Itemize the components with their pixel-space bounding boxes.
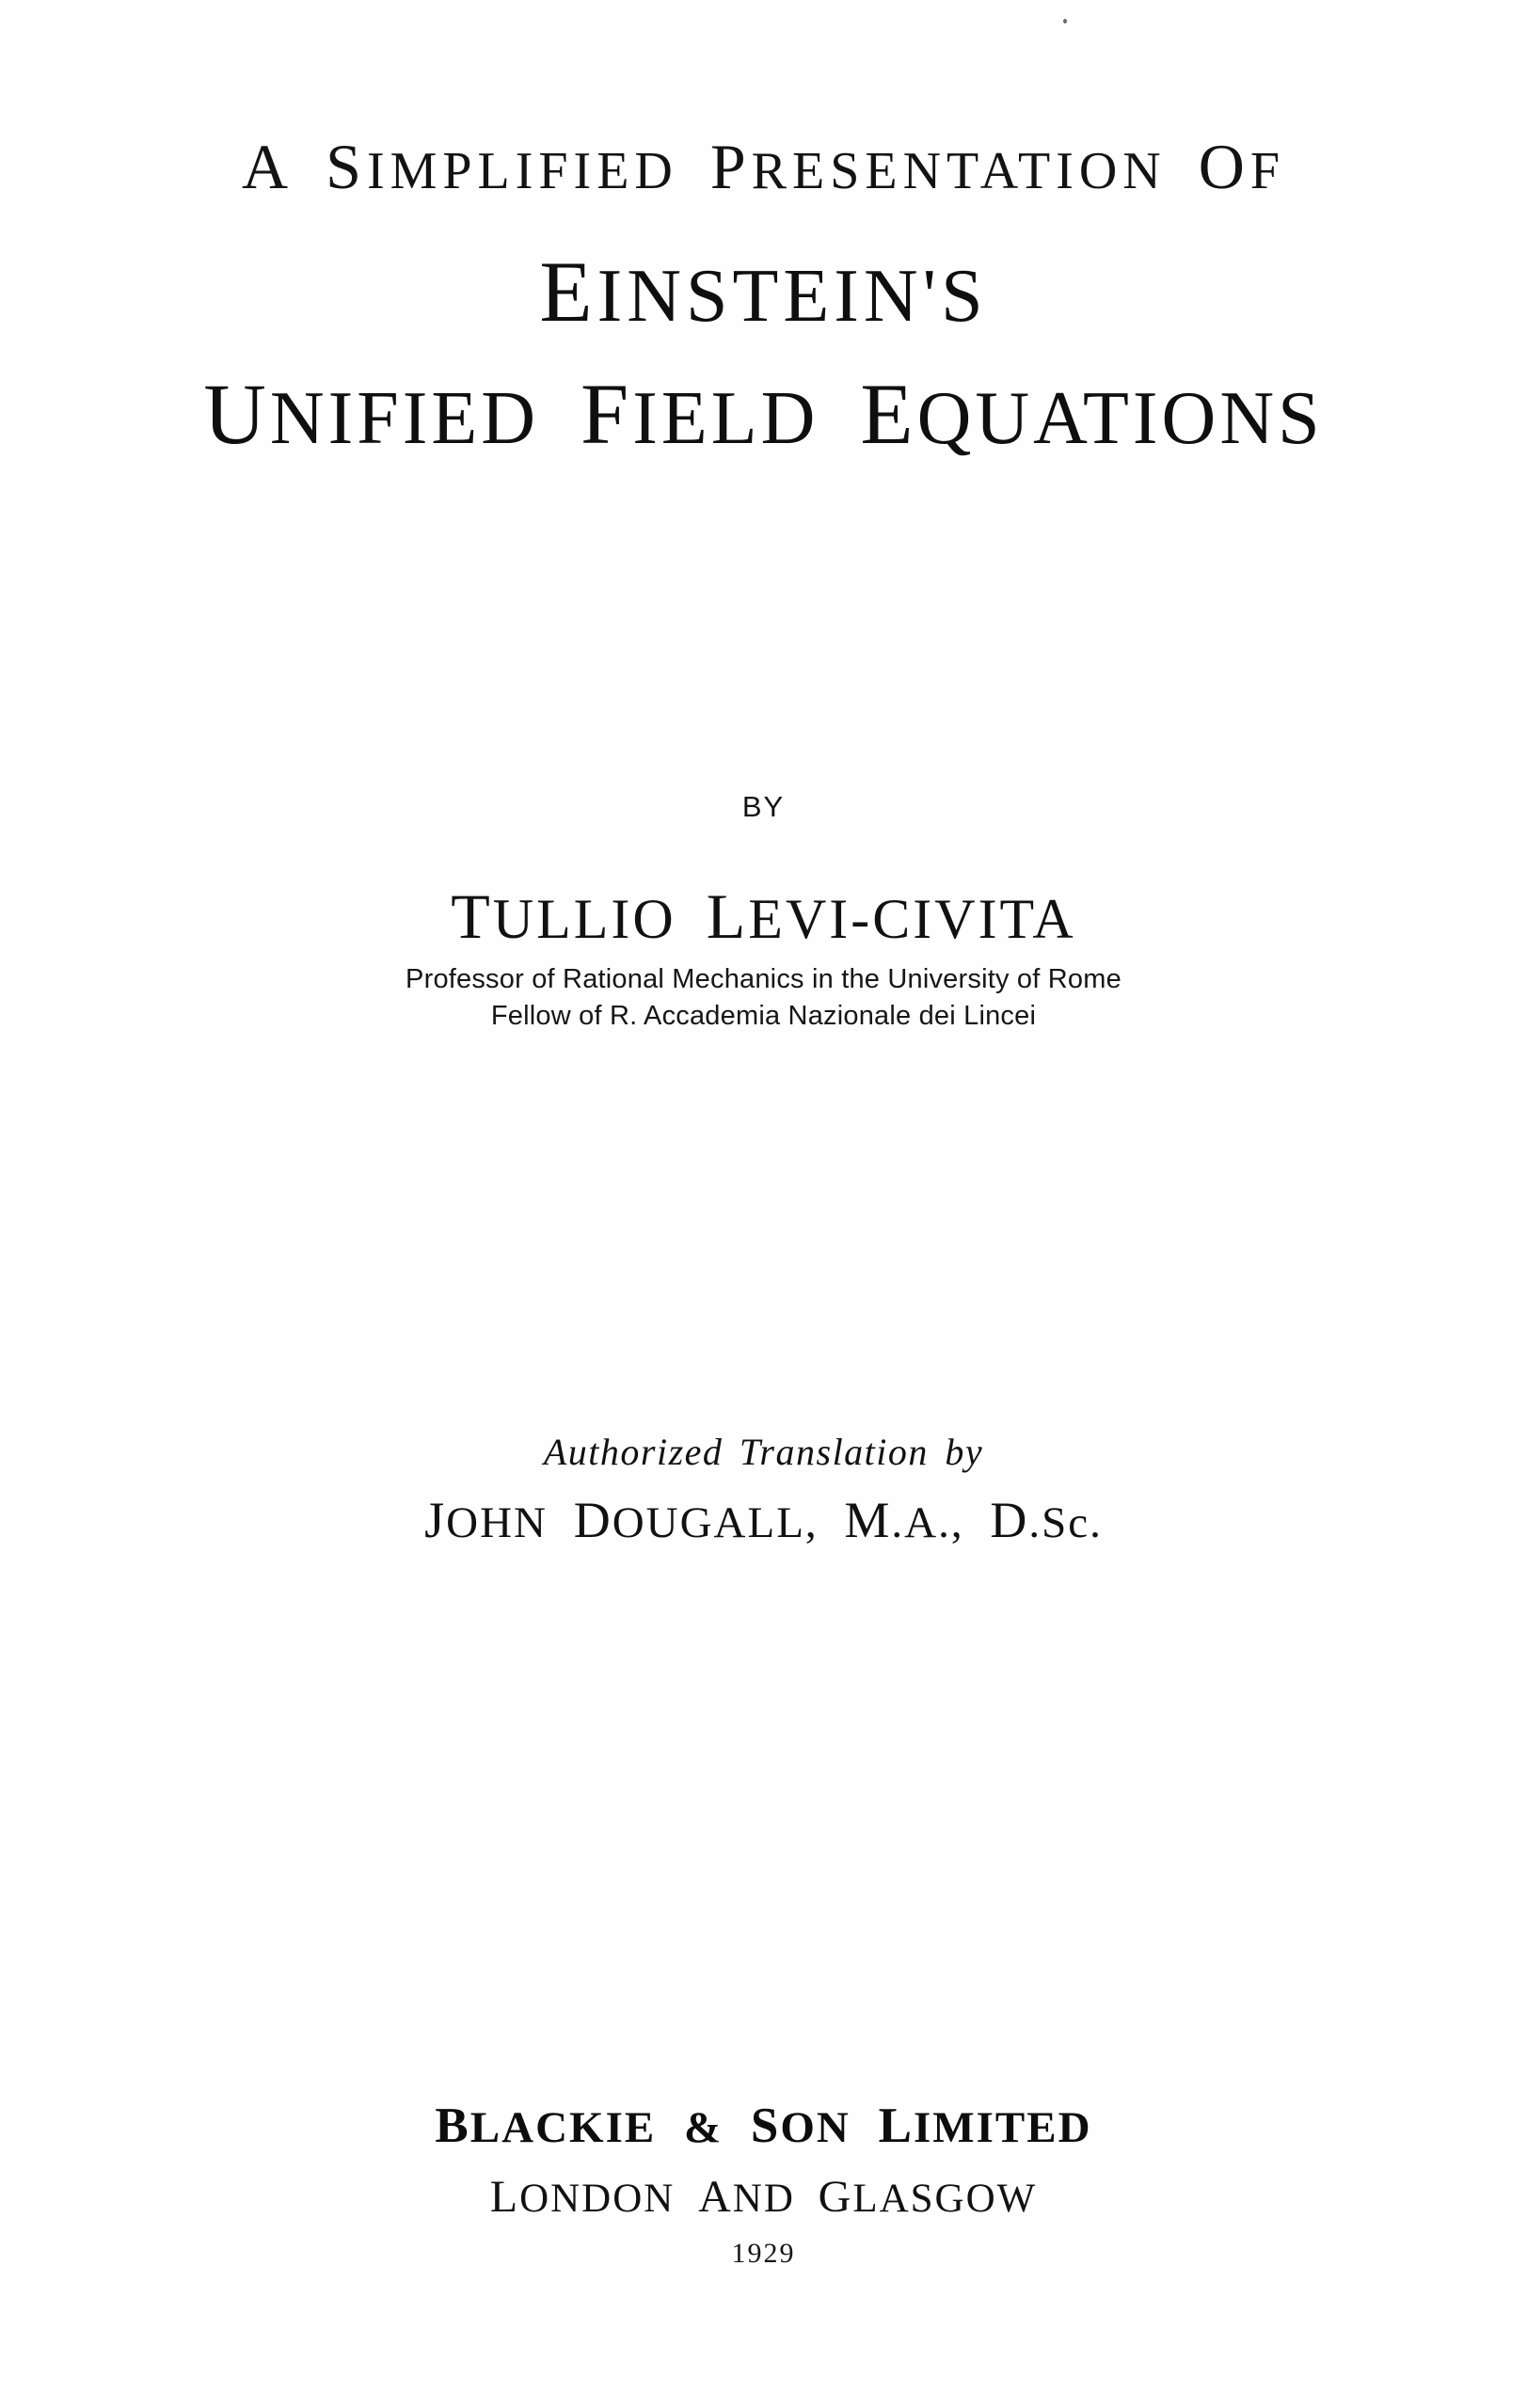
publication-year: 1929 <box>731 2238 796 2269</box>
author-affiliation <box>0 961 1527 1034</box>
publisher-name: BLACKIE & SON LIMITED <box>435 2099 1092 2153</box>
translator-name: JOHN DOUGALL, M.A., D.Sc. <box>424 1492 1103 1548</box>
by-label: BY <box>741 790 786 823</box>
page-speck-mark <box>1063 19 1067 24</box>
title-line-2: EINSTEIN'S <box>539 243 988 340</box>
title-line-1: A SIMPLIFIED PRESENTATION OF <box>242 131 1285 202</box>
affiliation-line-2: Fellow of R. Accademia Nazionale dei Lincei <box>490 1000 1037 1031</box>
translation-credit <box>0 1430 1527 1549</box>
author-name: TULLIO LEVI-CIVITA <box>451 880 1076 952</box>
translation-label: Authorized Translation by <box>543 1431 984 1473</box>
affiliation-line-1: Professor of Rational Mechanics in the University of Rome <box>406 964 1121 994</box>
title-line-3: UNIFIED FIELD EQUATIONS <box>203 365 1324 462</box>
publisher-cities: LONDON AND GLASGOW <box>489 2172 1038 2222</box>
imprint <box>0 2098 1527 2270</box>
by-label-block <box>0 790 1527 824</box>
book-title <box>0 132 1527 464</box>
